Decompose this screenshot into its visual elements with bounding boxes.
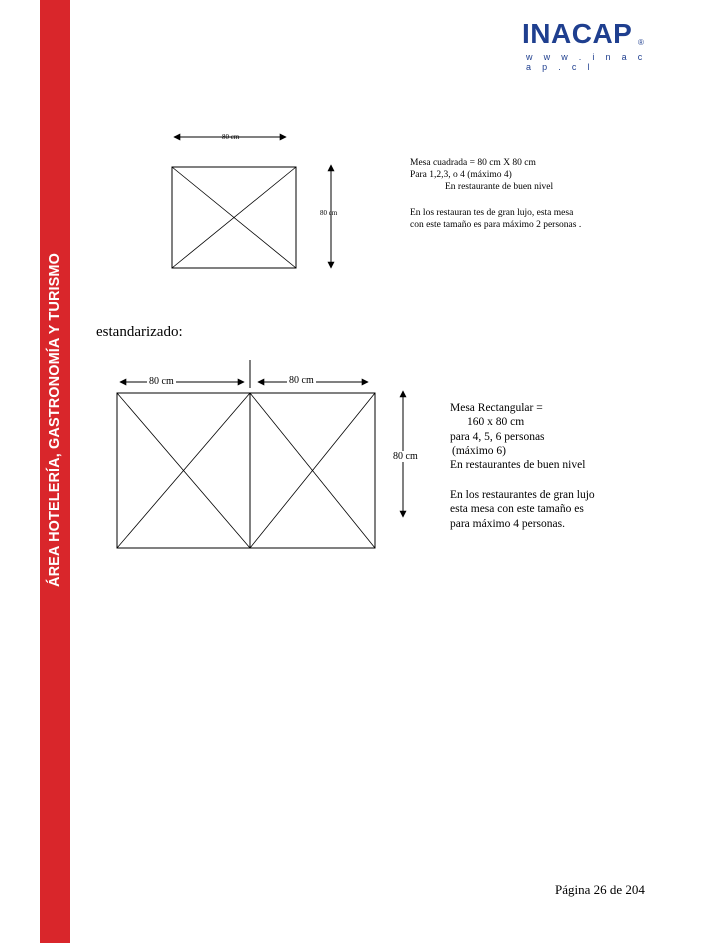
rect-height-label: 80 cm <box>393 451 418 462</box>
logo-wordmark: INACAP <box>522 18 633 49</box>
rect-desc-line-8: para máximo 4 personas. <box>450 518 565 530</box>
square-table-diagram <box>172 137 331 268</box>
rect-desc-line-1: Mesa Rectangular = <box>450 402 543 414</box>
section-heading: estandarizado: <box>96 324 183 340</box>
square-width-label: 80 cm <box>222 133 240 141</box>
logo-website: w w w . i n a c a p . c l <box>526 52 647 72</box>
rect-left-width-label: 80 cm <box>149 376 174 387</box>
square-height-label: 80 cm <box>320 209 338 217</box>
square-desc-line-1: Mesa cuadrada = 80 cm X 80 cm <box>410 158 536 168</box>
rect-desc-line-7: esta mesa con este tamaño es <box>450 503 584 515</box>
page-number: Página 26 de 204 <box>555 882 645 897</box>
square-desc-line-5: con este tamaño es para máximo 2 personas . <box>410 220 582 230</box>
rect-desc-line-2: 160 x 80 cm <box>467 416 525 428</box>
rect-table-diagram <box>117 360 403 548</box>
logo-registered-mark: ® <box>638 38 644 47</box>
rect-desc-line-5: En restaurantes de buen nivel <box>450 459 586 471</box>
rect-desc-line-6: En los restaurantes de gran lujo <box>450 489 595 501</box>
rect-desc-line-3: para 4, 5, 6 personas <box>450 431 545 443</box>
square-desc-line-2: Para 1,2,3, o 4 (máximo 4) <box>410 170 512 180</box>
square-desc-line-4: En los restauran tes de gran lujo, esta mesa <box>410 208 574 218</box>
side-bar-title: ÁREA HOTELERÍA, GASTRONOMÍA Y TURISMO <box>47 253 63 587</box>
rect-right-width-label: 80 cm <box>289 375 314 386</box>
rect-desc-line-4: (máximo 6) <box>452 445 506 457</box>
square-desc-line-3: En restaurante de buen nivel <box>445 182 554 192</box>
